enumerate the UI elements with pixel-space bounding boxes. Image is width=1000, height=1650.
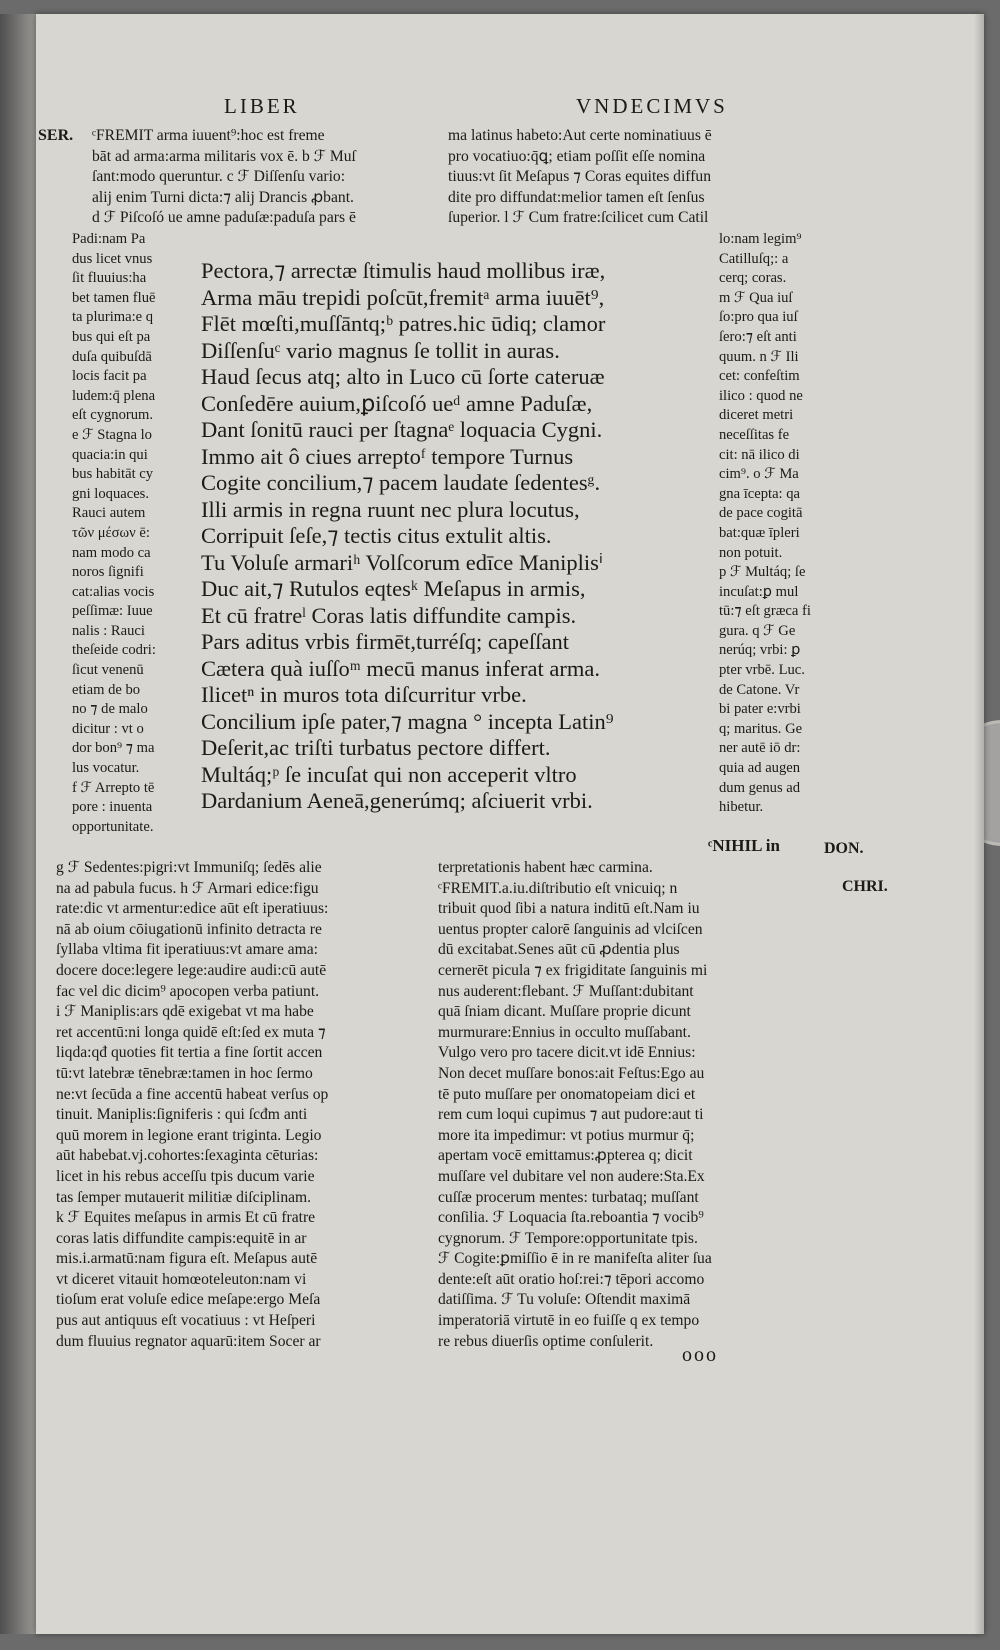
text-line: murmurare:Ennius in occulto muſſabant.	[438, 1023, 691, 1041]
text-line: tas ſemper mutauerit militiæ diſciplinam.	[56, 1188, 312, 1206]
text-line: pro vocatiuo:q̄ꝗ; etiam poſſit eſſe nomina	[448, 147, 706, 165]
running-head-right: VNDECIMVS	[576, 94, 728, 118]
text-line: nalis : Rauci	[72, 622, 145, 639]
verse-line: Multáq;ᵖ ſe incuſat qui non acceperit vltro	[201, 761, 577, 787]
text-line: bet tamen fluē	[72, 289, 156, 306]
text-line: quū morem in legione erant triginta. Legio	[56, 1126, 322, 1144]
commentary-lower-right	[438, 858, 712, 1352]
text-line: de Catone. Vr	[719, 681, 800, 698]
text-line: quum. n ℱ Ili	[719, 348, 799, 365]
verse-line: Diſſenſuᶜ vario magnus ſe tollit in auras.	[201, 337, 560, 363]
verse-line: Et cū fratreˡ Coras latis diffundite campis.	[201, 602, 577, 628]
text-line: incuſat:ꝑ mul	[719, 583, 799, 600]
text-line: ſit fluuius:ha	[72, 270, 147, 287]
text-line: d ℱ Piſcoſó ue amne paduſæ:paduſa pars ē	[92, 209, 356, 227]
text-line: ſo:pro qua iuſ	[719, 309, 798, 326]
text-line: bi pater e:vrbi	[719, 701, 801, 718]
text-line: tinuit. Maniplis:ſigniferis : qui ſcđm anti	[56, 1106, 308, 1124]
ser-tag: SER.	[38, 127, 74, 144]
text-line: ret accentū:ni longa quidē eſt:ſed ex muta ⁊	[56, 1023, 326, 1041]
verse-line: Cætera quà iuſſoᵐ mecū manus inferat arma.	[201, 655, 600, 681]
text-line: eſt cygnorum.	[72, 407, 154, 424]
verse-line: Ilicetⁿ in muros tota diſcurritur vrbe.	[201, 682, 527, 707]
text-line: k ℱ Equites meſapus in armis Et cū fratre	[56, 1209, 316, 1227]
text-line: dus licet vnus	[72, 250, 153, 267]
commentary-right-column	[719, 230, 811, 818]
text-line: cuſſæ procerum mentes: turbataq; muſſant	[438, 1188, 699, 1206]
text-line: ℱ Cogite:ꝑmiſſio ē in re manifeſta aliter ſua	[438, 1250, 712, 1268]
commentary-top-left	[92, 126, 356, 229]
text-line: uentus propter calorē ſanguinis ad vlciſcen	[438, 920, 703, 938]
text-line: aūt habebat.vj.cohortes:ſexaginta cēturias:	[56, 1147, 319, 1165]
commentary-lower-left	[56, 858, 328, 1352]
text-line: datiſſima. ℱ Tu voluſe: Oſtendit maximā	[438, 1291, 691, 1309]
verse-line: Arma māu trepidi poſcūt,fremitᵃ arma iuuēt⁹,	[201, 284, 605, 310]
text-line: m ℱ Qua iuſ	[719, 289, 793, 306]
text-line: tioſum erat voluſe edice meſape:ergo Meſa	[56, 1291, 321, 1309]
text-line: ſuperior. l ℱ Cum fratre:ſcilicet cum Catil	[448, 209, 709, 227]
text-line: ſant:modo queruntur. c ℱ Diſſenſu vario:	[92, 168, 346, 186]
text-line: tē puto muſſare per onomatopeiam dici et	[438, 1085, 696, 1103]
text-line: p ℱ Multáq; ſe	[719, 564, 806, 581]
text-line: ilico : quod ne	[719, 387, 803, 404]
text-line: non potuit.	[719, 544, 783, 561]
text-line: dente:eſt aūt oratio hoſ:rei:⁊ tēpori accomo	[438, 1270, 705, 1288]
text-line: cim⁹. o ℱ Ma	[719, 466, 799, 483]
commentary-top-right	[448, 126, 712, 229]
text-line: rem cum loqui cupimus ⁊ aut pudore:aut ti	[438, 1106, 704, 1124]
text-line: conſilia. ℱ Loquacia ſta.reboantia ⁊ vocib⁹	[438, 1209, 704, 1227]
text-line: dicitur : vt o	[72, 720, 144, 737]
text-line: Non decet muſſare bonos:ait Feſtus:Ego au	[438, 1064, 705, 1082]
verse-line: Corripuit ſeſe,⁊ tectis citus extulit altis.	[201, 523, 552, 548]
verse-line: Illi armis in regna ruunt nec plura locutus,	[201, 496, 580, 522]
verse-line: Dant ſonitū rauci per ſtagnaᵉ loquacia Cygni.	[201, 417, 603, 442]
verse-line: Pectora,⁊ arrectæ ſtimulis haud mollibus iræ,	[201, 258, 606, 283]
text-line: ſero:⁊ eſt anti	[719, 328, 797, 345]
book-page	[36, 14, 984, 1634]
verse-line: Immo ait ô ciues arreptoᶠ tempore Turnus	[201, 443, 574, 469]
text-line: ta plurima:e q	[72, 309, 154, 326]
text-line: theſeide codri:	[72, 642, 156, 659]
text-line: peſſimæ: Iuue	[72, 603, 153, 620]
text-line: dum genus ad	[719, 779, 801, 796]
text-line: etiam de bo	[72, 681, 141, 698]
text-line: neceſſitas fe	[719, 426, 790, 443]
text-line: ſicut venenū	[72, 662, 144, 679]
verse-line: Haud ſecus atq; alto in Luco cū ſorte cateruæ	[201, 364, 605, 389]
text-line: docere doce:legere lege:audire audi:cū autē	[56, 961, 327, 979]
text-line: dite pro diffundat:melior tamen eſt ſenſus	[448, 188, 705, 206]
text-line: Padi:nam Pa	[72, 231, 146, 247]
verse-line: Flēt mœſti,muſſāntq;ᵇ patres.hic ūdiq; clamor	[201, 311, 606, 336]
chri-tag: CHRI.	[842, 878, 888, 895]
commentary-left-column	[72, 230, 156, 837]
text-line: tū:vt latebræ tēnebræ:tamen in hoc ſermo	[56, 1064, 313, 1082]
text-line: gna īcepta: qa	[719, 485, 801, 502]
text-line: locis facit pa	[72, 368, 147, 385]
nihil-heading: ᶜNIHIL in	[708, 836, 780, 855]
text-line: cerq; coras.	[719, 270, 787, 287]
text-line: duſa quibuſdā	[72, 348, 152, 365]
text-line: bus qui eſt pa	[72, 328, 151, 345]
text-line: terpretationis habent hæc carmina.	[438, 859, 653, 876]
text-line: lus vocatur.	[72, 760, 140, 777]
text-line: pter vrbē. Luc.	[719, 662, 805, 679]
verse-line: Deſerit,ac triſti turbatus pectore differt.	[201, 735, 551, 760]
text-line: lo:nam legim⁹	[719, 231, 802, 247]
text-line: cit: nā ilico di	[719, 446, 800, 463]
text-line: bāt ad arma:arma militaris vox ē. b ℱ Muſ	[92, 147, 356, 165]
text-line: quacia:in qui	[72, 446, 148, 463]
text-line: Rauci autem	[72, 505, 146, 522]
text-line: Vulgo vero pro tacere dicit.vt idē Ennius:	[438, 1044, 696, 1062]
text-line: vt diceret vitauit homœoteleuton:nam vi	[56, 1270, 307, 1288]
text-line: diceret metri	[719, 407, 794, 424]
text-line: tū:⁊ eſt græca fi	[719, 603, 811, 620]
text-line: cet: confeſtim	[719, 368, 800, 385]
text-line: tiuus:vt ſit Meſapus ⁊ Coras equites diffun	[448, 168, 712, 186]
text-line: quā ſniam dicant. Muſſare proprie dicunt	[438, 1003, 691, 1021]
text-line: q; maritus. Ge	[719, 720, 803, 737]
text-line: alij enim Turni dicta:⁊ alij Drancis ꝓbant.	[92, 188, 354, 206]
text-line: de pace cogitā	[719, 505, 803, 522]
text-line: nam modo ca	[72, 544, 151, 561]
running-head-left: LIBER	[224, 94, 300, 118]
text-line: gura. q ℱ Ge	[719, 622, 796, 639]
text-line: imperatoriā virtutē in eo fuiſſe q ex tempo	[438, 1312, 700, 1330]
text-line: e ℱ Stagna lo	[72, 426, 152, 443]
text-line: g ℱ Sedentes:pigri:vt Immuniſq; ſedēs alie	[56, 859, 322, 876]
text-line: cat:alias vocis	[72, 583, 155, 600]
verse-line: Tu Voluſe armariʰ Volſcorum edīce Maniplisⁱ	[201, 549, 603, 575]
text-line: apertam vocē emittamus:ꝓpterea q; dicit	[438, 1147, 693, 1165]
verse-line: Dardanium Aeneā,generúmq; aſciuerit vrbi.	[201, 788, 593, 813]
text-line: nus auderent:flebant. ℱ Muſſant:dubitant	[438, 982, 694, 1000]
text-line: gni loquaces.	[72, 485, 150, 502]
verse-line: Cogite concilium,⁊ pacem laudate ſedentesᵍ.	[201, 470, 601, 495]
text-line: bat:quæ īpleri	[719, 524, 800, 541]
text-line: tribuit quod ſibi a natura inditū eſt.Nam iu	[438, 900, 700, 918]
previous-page-edge	[0, 14, 36, 1634]
text-line: cernerēt picula ⁊ ex frigiditate ſanguinis mi	[438, 961, 708, 979]
text-line: hibetur.	[719, 799, 764, 816]
text-line: more ita impedimur: vt potius murmur q̄;	[438, 1126, 695, 1144]
text-line: Catilluſq;: a	[719, 250, 789, 267]
text-line: coras latis diffundite campis:equitē in ar	[56, 1229, 307, 1247]
text-line: opportunitate.	[72, 818, 154, 835]
text-line: cygnorum. ℱ Tempore:opportunitate tpis.	[438, 1229, 698, 1247]
text-line: quia ad augen	[719, 760, 801, 777]
text-line: pore : inuenta	[72, 799, 153, 816]
text-line: τῶν μέσων ē:	[72, 524, 150, 541]
text-line: ludem:q̄ plena	[72, 387, 156, 404]
verse-line: Concilium ipſe pater,⁊ magna ° incepta Latin⁹	[201, 708, 614, 734]
text-line: nerúq; vrbi: ꝑ	[719, 642, 801, 659]
text-line: licet in his rebus acceſſu tpis ducum varie	[56, 1167, 315, 1185]
text-line: f ℱ Arrepto tē	[72, 779, 155, 796]
verse-block	[201, 258, 614, 815]
verse-line: Conſedēre auium,ꝑiſcoſó ueᵈ amne Paduſæ,	[201, 390, 593, 416]
text-line: dum fluuius regnator aquarū:item Socer ar	[56, 1332, 321, 1350]
text-line: ner autē iō dr:	[719, 740, 801, 757]
text-line: mis.i.armatū:nam figura eſt. Meſapus autē	[56, 1250, 318, 1268]
text-line: noros ſignifi	[72, 564, 144, 581]
text-line: dū excitabat.Senes aūt cū ꝓdentia plus	[438, 941, 680, 959]
signature-mark: ooo	[682, 1344, 718, 1366]
don-tag: DON.	[824, 840, 864, 857]
text-line: liqda:qđ quoties fit tertia a fine ſortit accen	[56, 1044, 323, 1062]
verse-line: Pars aditus vrbis firmēt,turréſq; capeſſant	[201, 629, 570, 654]
text-line: ſyllaba vltima fit iperatiuus:vt amare ama:	[56, 941, 318, 959]
text-line: rate:dic vt armentur:edice aūt eſt iperatiuus:	[56, 900, 329, 918]
text-line: re rebus diuerſis optime conſulerit.	[438, 1332, 654, 1350]
text-line: dor bon⁹ ⁊ ma	[72, 740, 155, 757]
text-line: ma latinus habeto:Aut certe nominatiuus ē	[448, 127, 712, 144]
verse-line: Duc ait,⁊ Rutulos eqtesᵏ Meſapus in armis,	[201, 576, 586, 601]
text-line: fac vel dic dicim⁹ apocopen verba patiunt.	[56, 982, 320, 1000]
text-line: ne:vt ſecūda a fine accentū habeat verſus op	[56, 1085, 329, 1103]
text-line: na ad pabula fucus. h ℱ Armari edice:figu	[56, 879, 319, 897]
text-line: no ⁊ de malo	[72, 701, 148, 718]
text-line: muſſare vel dubitare vel non audere:Sta.Ex	[438, 1167, 705, 1185]
text-line: nā ab oium cōiugationū infinito detracta re	[56, 920, 322, 938]
text-line: ᶜFREMIT arma iuuent⁹:hoc est freme	[92, 127, 325, 144]
text-line: i ℱ Maniplis:ars qdē exigebat vt ma habe	[56, 1003, 314, 1021]
text-line: pus aut antiquus eſt vocatiuus : vt Heſperi	[56, 1312, 316, 1330]
text-line: bus habitāt cy	[72, 466, 154, 483]
text-line: ᶜFREMIT.a.iu.diſtributio eſt vnicuiq; n	[438, 879, 678, 897]
